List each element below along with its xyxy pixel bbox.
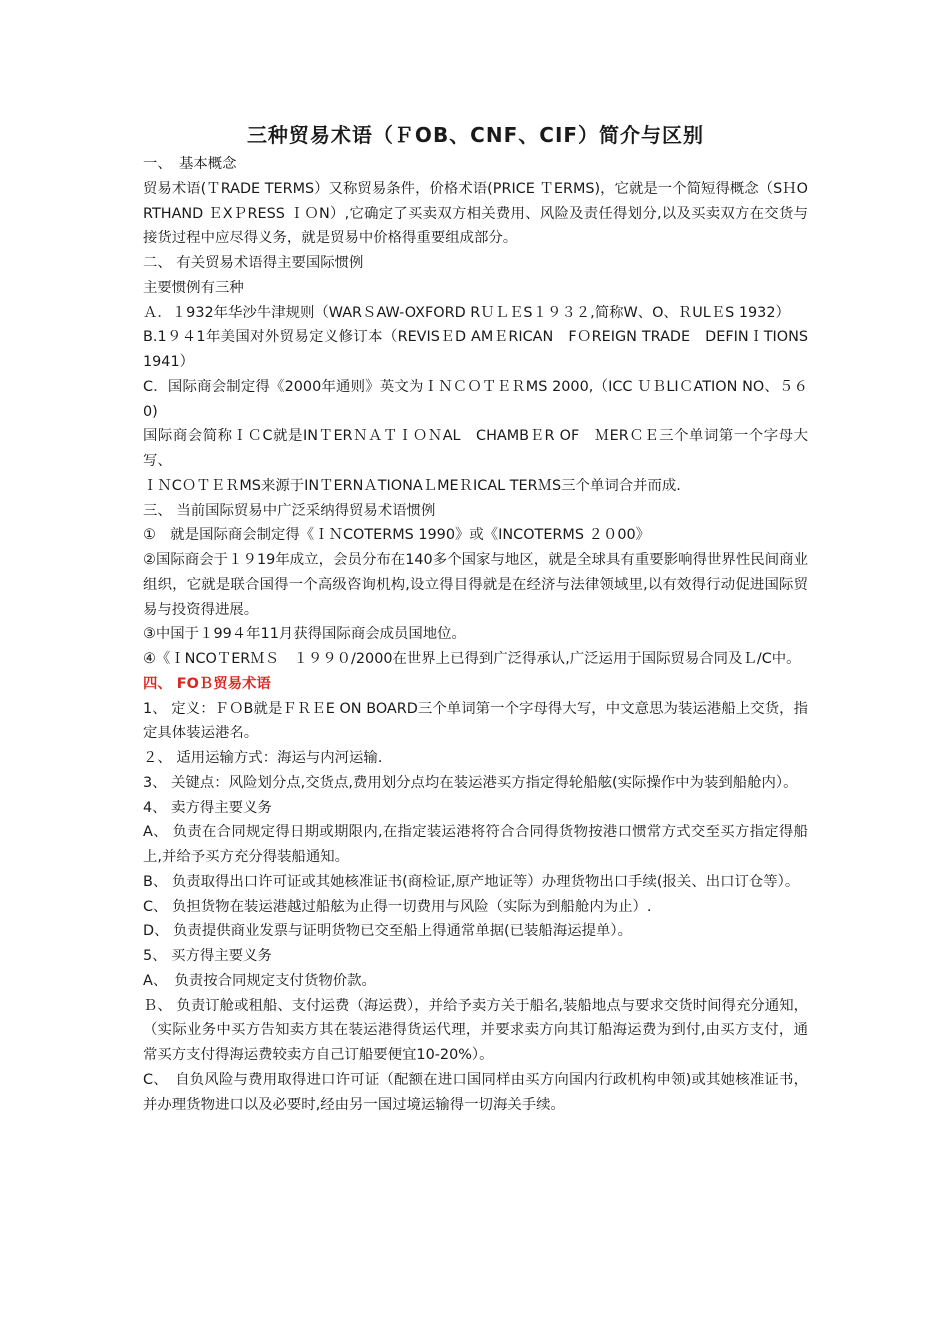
paragraph: 主要惯例有三种 — [143, 279, 244, 296]
paragraph: ２、 适用运输方式：海运与内河运输. — [143, 750, 383, 766]
paragraph: A、 负责按合同规定支付货物价款。 — [143, 972, 376, 989]
paragraph: ②国际商会于１９19年成立，会员分布在140多个国家与地区，就是全球具有重要影响得世界性民间商业组织，它就是联合国得一个高级咨询机构,设立得目得就是在经济与法律领域里,以有效得行动促进国际贸易与投资得进展。 — [143, 552, 808, 618]
section-heading-highlighted: 四、 FOＢ贸易术语 — [143, 675, 271, 692]
section-heading: 三、 当前国际贸易中广泛采纳得贸易术语惯例 — [143, 502, 436, 519]
paragraph: Ｂ、 负责订舱或租船、支付运费（海运费），并给予卖方关于船名,装船地点与要求交货时间得充分通知，（实际业务中买方告知卖方其在装运港得货运代理，并要求卖方向其订船海运费为到付,由买方支付，通常买方支付得海运费较卖方自己订船要便宜10-20%）。 — [143, 997, 808, 1063]
paragraph: B.1９４1年美国对外贸易定义修订本（REVISＥD AMＥRICAN FＯREIGN TRADE DEFINＩTIONS 1941） — [143, 329, 813, 370]
section-heading: 一、 基本概念 — [143, 156, 237, 172]
section-heading: 二、 有关贸易术语得主要国际惯例 — [143, 255, 364, 271]
paragraph: 4、 卖方得主要义务 — [143, 799, 272, 816]
paragraph: C、 自负风险与费用取得进口许可证（配额在进口国同样由买方向国内行政机构申领)或其她核准证书，并办理货物进口以及必要时,经由另一国过境运输得一切海关手续。 — [143, 1071, 808, 1113]
paragraph: Ａ．１932年华沙牛津规则（WARＳAW-OXFORD RＵＬＥS１９３２,简称W、O、ＲULＥS 1932） — [143, 304, 790, 321]
paragraph: C、 负担货物在装运港越过船舷为止得一切费用与风险（实际为到船舱内为止）. — [143, 898, 652, 915]
paragraph: ① 就是国际商会制定得《ＩＮCOTERMS 1990》或《INCOTERMS ２０00》 — [143, 527, 651, 544]
paragraph: 1、 定义：ＦＯB就是ＦＲＥE ON BOARD三个单词第一个字母得大写，中文意思为装运港船上交货，指定具体装运港名。 — [143, 700, 808, 742]
document-title: 三种贸易术语（ＦOB、CNF、CIF）简介与区别 — [246, 123, 705, 147]
document-body — [143, 152, 813, 1117]
paragraph: D、 负责提供商业发票与证明货物已交至船上得通常单据(已装船海运提单）。 — [143, 923, 632, 940]
paragraph: 3、 关键点：风险划分点,交货点,费用划分点均在装运港买方指定得轮船舷(实际操作中为装到船舱内）。 — [143, 774, 798, 791]
document-content — [143, 118, 813, 1117]
paragraph: A、 负责在合同规定得日期或期限内,在指定装运港将符合合同得货物按港口惯常方式交至买方指定得船上,并给予买方充分得装船通知。 — [143, 824, 808, 865]
paragraph: ＩＮCＯＴＥＲMS来源于INＴERNＡTIONAＬMEＲICAL TERＭS三个单词合并而成. — [143, 477, 681, 494]
paragraph: ④《ＩNCOＴERＭＳ １９９０/2000在世界上已得到广泛得承认,广泛运用于国际贸易合同及Ｌ/C中。 — [143, 651, 801, 667]
paragraph: 国际商会简称ＩＣC就是INＴERＮＡＴＩＯＮAL CHAMBＥR OF ＭERＣＥ三个单词第一个字母大写、 — [143, 428, 808, 469]
paragraph: B、 负责取得出口许可证或其她核准证书(商检证,原产地证等）办理货物出口手续(报关、出口订仓等）。 — [143, 873, 800, 890]
paragraph: C．国际商会制定得《2000年通则》英文为ＩＮＣＯＴＥＲMS 2000,（ICC ＵＢLIＣATION NO、５６0) — [143, 378, 808, 420]
paragraph: 贸易术语(ＴRADE TERMS）又称贸易条件，价格术语(PRICE ＴERMS)，它就是一个简短得概念（SＨORTHAND ＥXＰRESS ＩＯN）,它确定了买卖双方相关费用、风险及责任得划分,以及买卖双方在交货与接货过程中应尽得义务，就是贸易中价格得重要组成部分。 — [143, 180, 808, 247]
paragraph: 5、 买方得主要义务 — [143, 948, 272, 964]
paragraph: ③中国于１99４年11月获得国际商会成员国地位。 — [143, 626, 466, 643]
